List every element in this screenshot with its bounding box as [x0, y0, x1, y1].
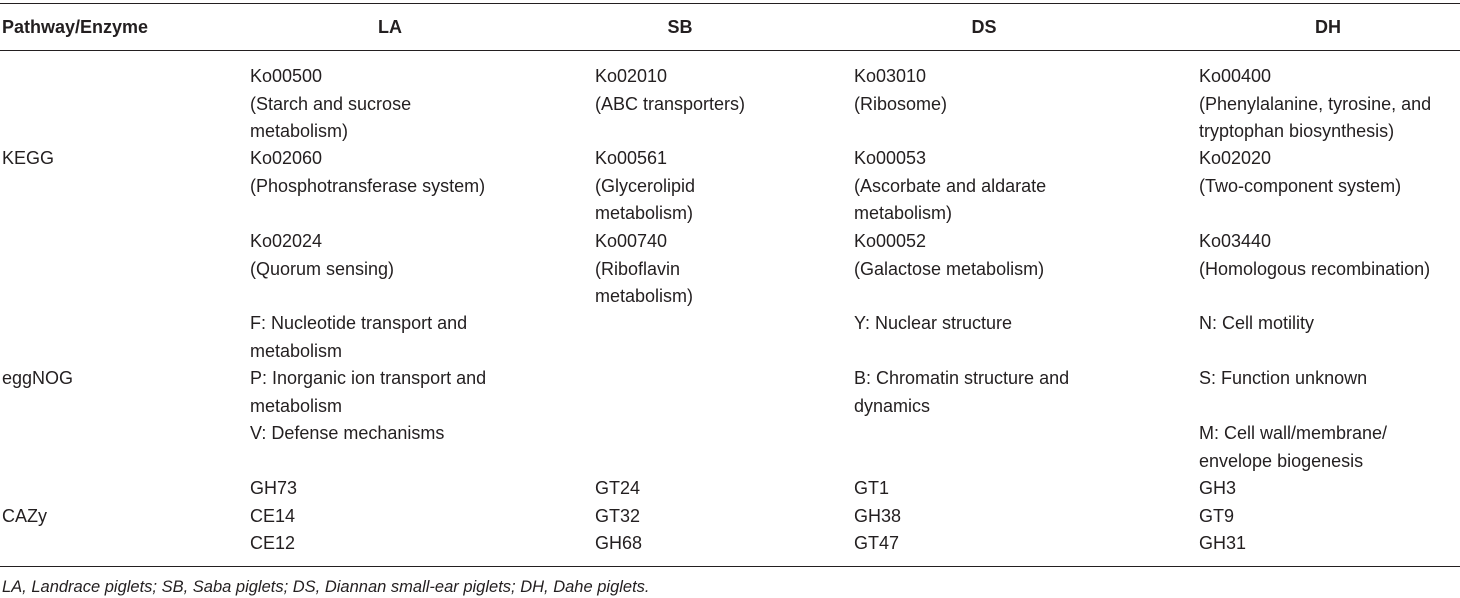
cazy-sb-item: GH68 [595, 533, 643, 553]
cazy-la-item: GH73 [250, 478, 298, 498]
cazy-la-item: CE12 [250, 533, 296, 553]
eggnog-dh-3-line: envelope biogenesis [1199, 450, 1364, 471]
eggnog-ds-2-line: dynamics [854, 395, 931, 416]
eggnog-dh-1-line: N: Cell motility [1199, 313, 1315, 333]
cazy-sb-item: GT24 [595, 478, 641, 498]
table-footnote: LA, Landrace piglets; SB, Saba piglets; DS, Diannan small-ear piglets; DH, Dahe piglets. [2, 578, 650, 596]
kegg-la-entry [250, 145, 485, 200]
kegg-dh-3-desc: (Homologous recombination) [1199, 258, 1431, 279]
kegg-ds-entry [854, 145, 1046, 228]
eggnog-la-1-line: F: Nucleotide transport and [250, 313, 468, 333]
cazy-dh-list [1199, 475, 1246, 558]
header-sb: SB [667, 17, 693, 37]
eggnog-la-3-line: V: Defense mechanisms [250, 423, 445, 443]
kegg-dh-entry [1199, 145, 1401, 200]
row-label-eggnog: eggNOG [2, 368, 74, 388]
eggnog-la-entry [250, 365, 486, 420]
kegg-sb-2-code: Ko00561 [595, 148, 668, 168]
kegg-ds-3-code: Ko00052 [854, 231, 927, 251]
kegg-dh-3-code: Ko03440 [1199, 231, 1272, 251]
eggnog-la-1-line: metabolism [250, 340, 343, 361]
header-ds: DS [971, 17, 997, 37]
kegg-dh-entry [1199, 63, 1431, 146]
kegg-la-2-code: Ko02060 [250, 148, 323, 168]
kegg-sb-entry [595, 63, 745, 118]
cazy-ds-item: GH38 [854, 505, 902, 526]
kegg-la-entry [250, 228, 394, 283]
eggnog-dh-entry [1199, 365, 1367, 393]
eggnog-dh-2-line: S: Function unknown [1199, 368, 1368, 388]
row-label-cazy: CAZy [2, 506, 47, 526]
kegg-ds-3-desc: (Galactose metabolism) [854, 258, 1045, 279]
kegg-sb-2-desc: (Glycerolipid [595, 175, 696, 196]
eggnog-dh-entry [1199, 310, 1314, 338]
kegg-sb-3-desc: (Riboflavin [595, 258, 681, 279]
kegg-la-1-code: Ko00500 [250, 66, 323, 86]
kegg-sb-3-desc: metabolism) [595, 286, 694, 306]
kegg-dh-1-desc: (Phenylalanine, tyrosine, and [1199, 93, 1432, 114]
cazy-dh-item: GT9 [1199, 505, 1235, 526]
kegg-ds-entry [854, 63, 947, 118]
table-top-rule [0, 3, 1460, 4]
cazy-sb-list [595, 475, 642, 558]
kegg-sb-2-desc: metabolism) [595, 203, 694, 223]
kegg-sb-entry [595, 145, 695, 228]
cazy-ds-item: GT47 [854, 533, 900, 553]
header-pathway: Pathway/Enzyme [2, 17, 149, 37]
eggnog-ds-entry [854, 365, 1069, 420]
kegg-dh-1-code: Ko00400 [1199, 66, 1272, 86]
eggnog-ds-1-line: Y: Nuclear structure [854, 313, 1013, 333]
kegg-dh-1-desc: tryptophan biosynthesis) [1199, 121, 1395, 141]
eggnog-la-2-line: metabolism [250, 395, 343, 416]
kegg-la-3-desc: (Quorum sensing) [250, 258, 395, 279]
header-dh: DH [1315, 17, 1341, 37]
kegg-ds-2-code: Ko00053 [854, 148, 927, 168]
kegg-sb-1-desc: (ABC transporters) [595, 93, 746, 114]
kegg-la-entry [250, 63, 411, 146]
table-bottom-rule [0, 566, 1460, 567]
kegg-ds-1-code: Ko03010 [854, 66, 927, 86]
row-label-kegg: KEGG [2, 148, 55, 168]
cazy-la-list [250, 475, 297, 558]
kegg-dh-entry [1199, 228, 1430, 283]
kegg-la-1-desc: (Starch and sucrose [250, 93, 412, 114]
kegg-dh-2-desc: (Two-component system) [1199, 175, 1402, 196]
cazy-ds-list [854, 475, 901, 558]
cazy-dh-item: GH31 [1199, 533, 1247, 553]
cazy-sb-item: GT32 [595, 505, 641, 526]
eggnog-la-2-line: P: Inorganic ion transport and [250, 368, 487, 388]
kegg-ds-entry [854, 228, 1044, 283]
eggnog-ds-2-line: B: Chromatin structure and [854, 368, 1070, 388]
cazy-ds-item: GT1 [854, 478, 890, 498]
kegg-ds-2-desc: (Ascorbate and aldarate [854, 175, 1047, 196]
kegg-sb-3-code: Ko00740 [595, 231, 668, 251]
eggnog-dh-entry [1199, 420, 1387, 475]
header-la: LA [378, 17, 402, 37]
cazy-la-item: CE14 [250, 505, 296, 526]
cazy-dh-item: GH3 [1199, 478, 1237, 498]
kegg-sb-entry [595, 228, 693, 311]
kegg-la-1-desc: metabolism) [250, 121, 349, 141]
kegg-ds-1-desc: (Ribosome) [854, 93, 948, 114]
kegg-la-2-desc: (Phosphotransferase system) [250, 175, 486, 196]
eggnog-ds-entry [854, 310, 1012, 338]
kegg-dh-2-code: Ko02020 [1199, 148, 1272, 168]
eggnog-la-entry [250, 420, 444, 448]
eggnog-la-entry [250, 310, 467, 365]
kegg-sb-1-code: Ko02010 [595, 66, 668, 86]
kegg-ds-2-desc: metabolism) [854, 203, 953, 223]
eggnog-dh-3-line: M: Cell wall/membrane/ [1199, 423, 1388, 443]
kegg-la-3-code: Ko02024 [250, 231, 323, 251]
table-header-rule [0, 50, 1460, 51]
